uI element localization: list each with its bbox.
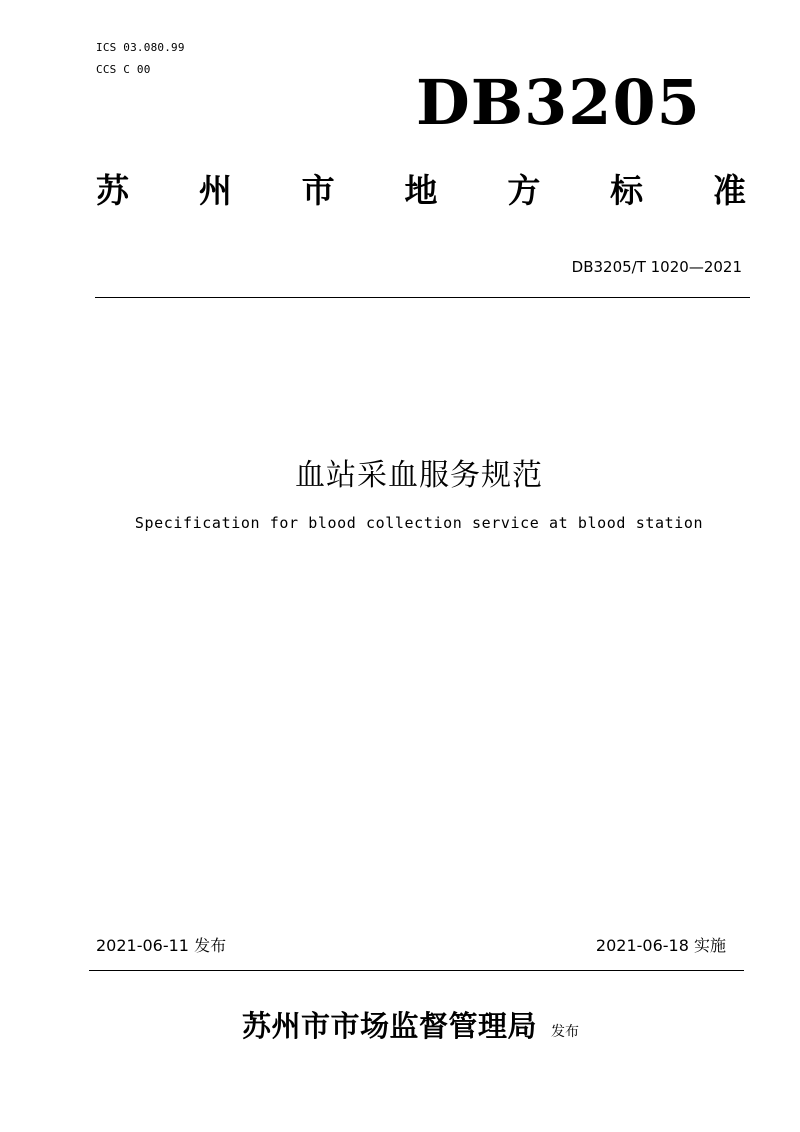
ccs-code: CCS C 00: [96, 63, 151, 76]
bottom-divider: [89, 970, 744, 971]
issuer-suffix: 发布: [551, 1024, 580, 1040]
standard-code-logo: DB3205: [416, 66, 701, 139]
ics-code: ICS 03.080.99: [96, 41, 185, 54]
standard-type-char: 地: [404, 171, 438, 210]
standard-type-char: 方: [507, 171, 541, 210]
implementation-date: 2021-06-18 实施: [595, 936, 726, 955]
top-divider: [95, 297, 750, 298]
title-english: Specification for blood collection service at blood station: [134, 514, 704, 532]
standard-type-char: 市: [301, 171, 335, 210]
standard-number: DB3205/T 1020—2021: [571, 258, 742, 276]
standard-type-char: 标: [610, 171, 644, 210]
issuer-line: [242, 1004, 579, 1045]
standard-type-heading: [96, 171, 746, 211]
title-chinese: 血站采血服务规范: [295, 458, 543, 493]
standard-type-char: 准: [712, 171, 746, 210]
standard-type-char: 苏: [96, 171, 129, 210]
issue-date: 2021-06-11 发布: [96, 936, 227, 955]
standard-type-char: 州: [198, 171, 232, 210]
issuer-name: 苏州市市场监督管理局: [242, 1009, 538, 1043]
